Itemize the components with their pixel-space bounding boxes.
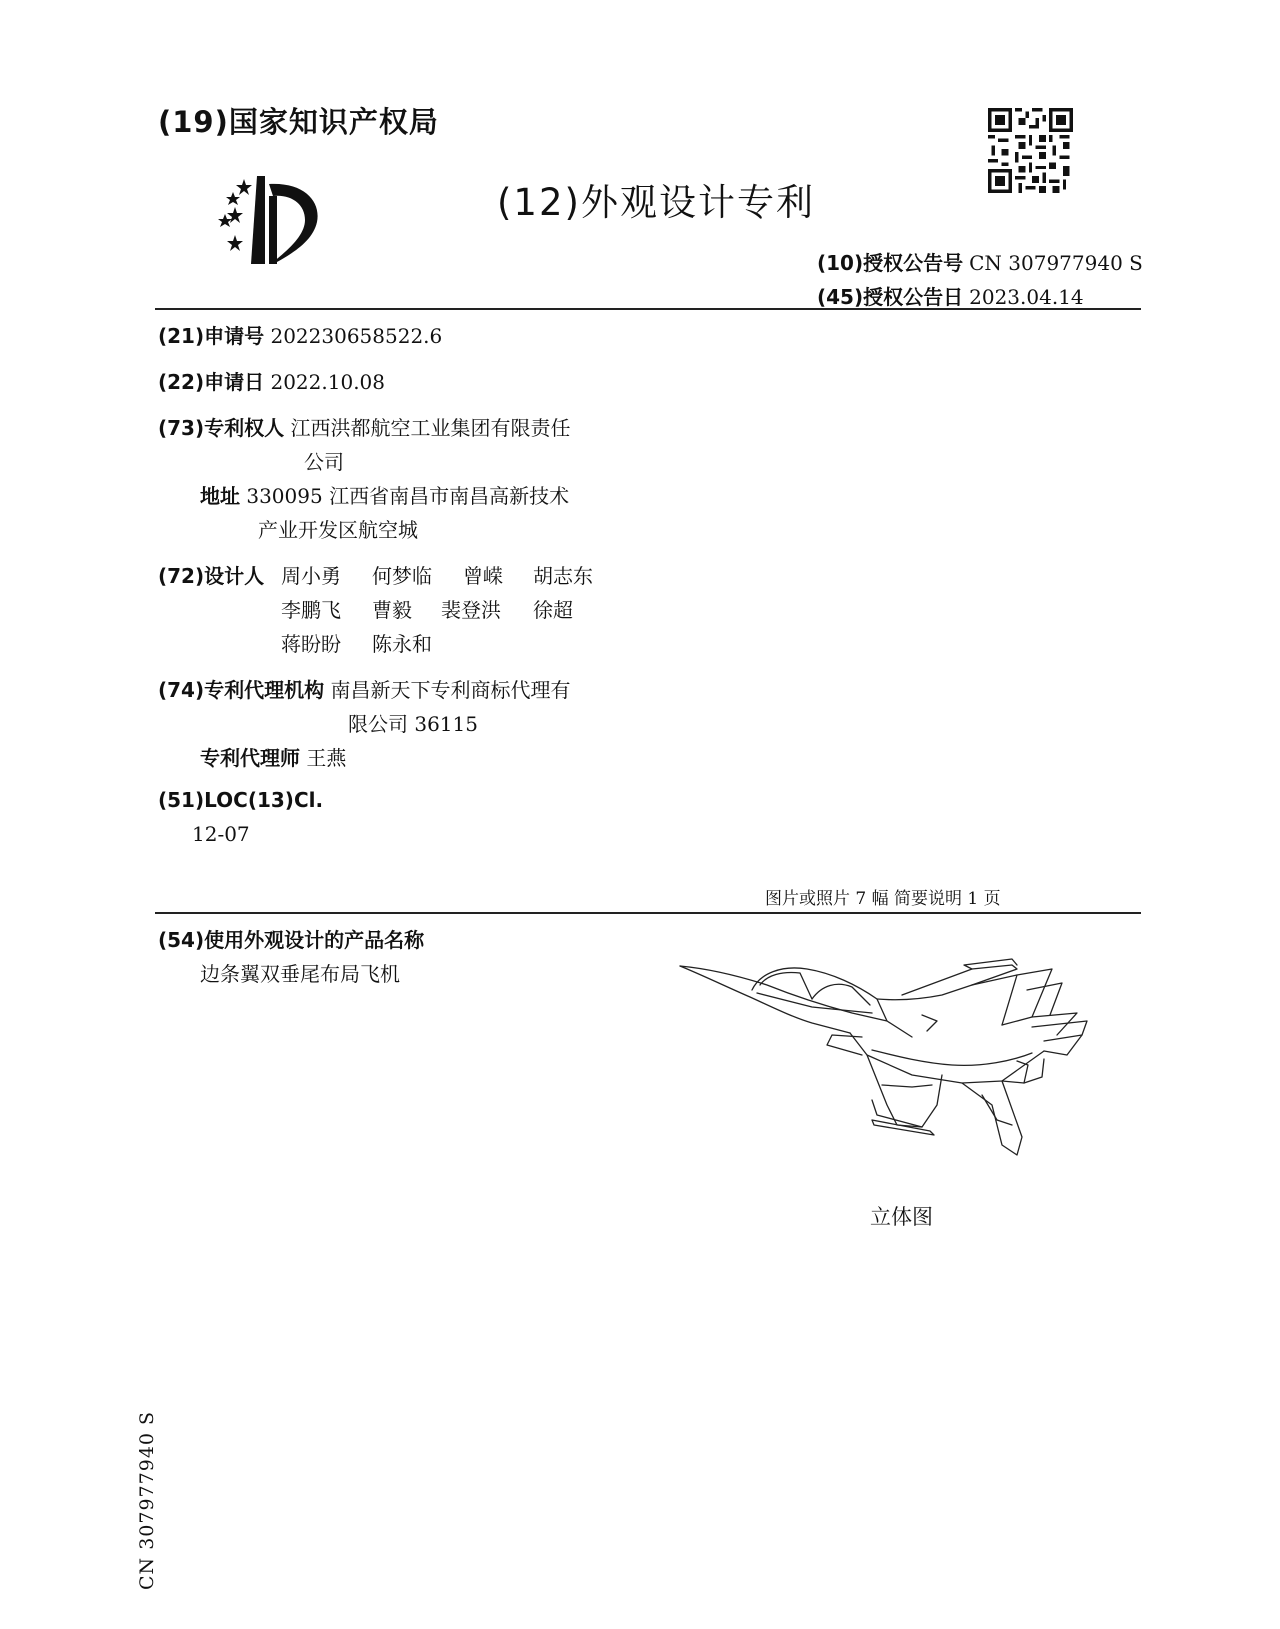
designer-name: 陈永和 [372, 632, 432, 656]
agent-name: 王燕 [306, 746, 347, 770]
address-line2: 产业开发区航空城 [258, 518, 418, 542]
designer-name: 胡志东 [533, 564, 593, 588]
designer-name: 裴登洪 [441, 598, 501, 622]
patentee-line2: 公司 [304, 450, 344, 474]
application-number-row [158, 320, 442, 349]
filing-date-row [158, 366, 385, 395]
designer-name: 何梦临 [372, 564, 432, 588]
field-code: (51) [158, 788, 205, 812]
view-caption: 立体图 [870, 1205, 933, 1229]
address-row [200, 480, 569, 509]
address-line1: 330095 江西省南昌市南昌高新技术 [246, 484, 570, 508]
agency-line1: 南昌新天下专利商标代理有 [330, 678, 571, 702]
publication-number-label: (10)授权公告号 [817, 251, 964, 275]
field-label: 专利权人 [204, 416, 285, 440]
publication-number: CN 307977940 S [969, 251, 1143, 275]
product-name-label-row [158, 924, 424, 953]
designer-name: 李鹏飞 [281, 598, 341, 622]
designers-row [158, 560, 264, 589]
loc-row [158, 788, 323, 812]
application-number: 202230658522.6 [270, 324, 443, 348]
address-line2-row [258, 514, 418, 543]
publication-number-row [817, 247, 1143, 276]
qr-code-icon [988, 108, 1073, 193]
field-label: 地址 [200, 484, 240, 508]
loc-value-row [192, 822, 250, 846]
cnipa-logo-icon [213, 176, 328, 266]
patentee-line2-row [304, 446, 344, 475]
field-label: LOC(13)Cl. [204, 788, 324, 812]
body-divider [155, 912, 1141, 914]
loc-value: 12-07 [192, 822, 250, 846]
publication-date: 2023.04.14 [969, 285, 1084, 309]
pages-note: 图片或照片 7 幅 简要说明 1 页 [765, 889, 1001, 909]
aircraft-drawing [672, 955, 1137, 1185]
designer-name: 曾嵘 [463, 564, 503, 588]
agency-line2-row [348, 708, 478, 737]
product-name-row [200, 958, 400, 987]
patentee-row [158, 412, 570, 441]
filing-date: 2022.10.08 [270, 370, 385, 394]
designer-name: 曹毅 [372, 598, 412, 622]
agency-row [158, 674, 570, 703]
field-code: (72) [158, 564, 205, 588]
designer-name: 周小勇 [281, 564, 341, 588]
header-divider [155, 308, 1141, 310]
product-name: 边条翼双垂尾布局飞机 [200, 962, 400, 986]
field-label: 使用外观设计的产品名称 [204, 928, 425, 952]
patentee-line1: 江西洪都航空工业集团有限责任 [290, 416, 571, 440]
side-publication-number: CN 307977940 S [136, 1410, 158, 1590]
field-code: (54) [158, 928, 205, 952]
designer-name: 徐超 [533, 598, 573, 622]
agent-row [200, 742, 346, 771]
field-code: (73) [158, 416, 205, 440]
field-code: (22) [158, 370, 205, 394]
field-label: 申请号 [204, 324, 265, 348]
field-label: 专利代理师 [200, 746, 300, 770]
field-code: (21) [158, 324, 205, 348]
agency-line2: 限公司 36115 [348, 712, 478, 736]
field-label: 设计人 [204, 564, 265, 588]
publication-date-label: (45)授权公告日 [817, 285, 964, 309]
document-type-title: (12)外观设计专利 [497, 181, 815, 224]
field-label: 专利代理机构 [204, 678, 325, 702]
field-code: (74) [158, 678, 205, 702]
designer-name: 蒋盼盼 [281, 632, 341, 656]
field-label: 申请日 [204, 370, 265, 394]
publication-date-row [817, 281, 1084, 310]
office-name: (19)国家知识产权局 [158, 105, 439, 139]
